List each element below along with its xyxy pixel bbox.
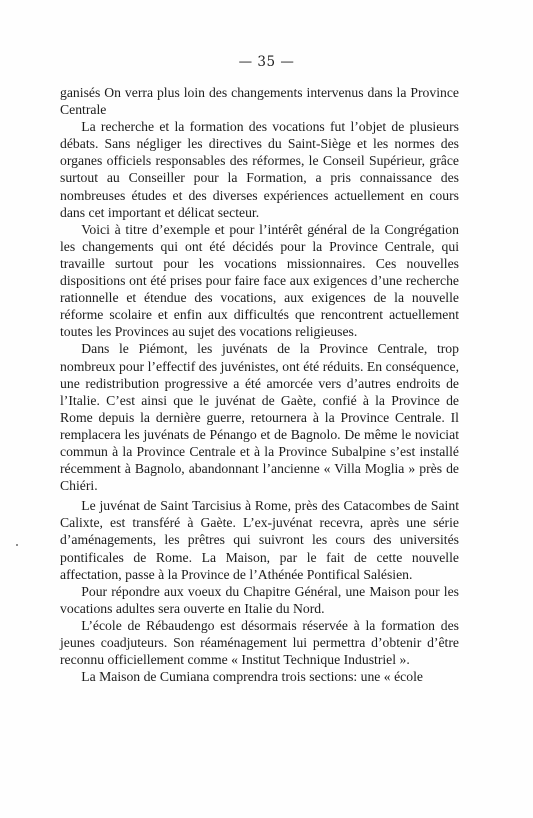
margin-dot-mark	[16, 544, 18, 546]
paragraph-cumiana-house: La Maison de Cumiana comprendra trois sections: une « école	[81, 669, 423, 685]
body-text	[60, 84, 459, 685]
paragraph-rebaudengo-school: L’école de Rébaudengo est désormais réservée à la formation des jeunes coadjuteurs. Son réaménagement lui permettra d’obtenir d’être reconnu officiellement comme « Institut Technique Industriel ».	[60, 617, 459, 668]
paragraph-adult-vocations: Pour répondre aux voeux du Chapitre Général, une Maison pour les vocations adultes sera ouverte en Italie du Nord.	[60, 583, 459, 616]
paragraph-piemont-juvenats: Dans le Piémont, les juvénats de la Province Centrale, trop nombreux pour l’effectif des juvénistes, ont été réduits. En conséquence, une redistribution progressive a été amorcée vers d’autres endroits de l’Italie. C’est ainsi que le juvénat de Gaète, confié à la Province de Rome depuis la dernière guerre, retournera à la Province Centrale. Il remplacera les juvénats de Pénango et de Bagnolo. De même le noviciat commun à la Province Centrale et à la Province Subalpine s’est installé récemment à Bagnolo, abandonnant l’ancienne « Villa Moglia » près de Chiéri.	[60, 341, 459, 494]
paragraph-central-province-changes: Voici à titre d’exemple et pour l’intérêt général de la Congrégation les changements qui ont été décidés pour la Province Centrale, qui travaille surtout pour les vocations missionnaires. Ces nouvelles dispositions ont été prises pour faire face aux exigences d’une recherche rationnelle et étendue des vocations, aux exigences de la nouvelle réforme scolaire et enfin aux difficultés que rencontrent actuellement toutes les Provinces au sujet des vocations religieuses.	[60, 221, 459, 340]
page-number: — 35 —	[238, 54, 295, 70]
paragraph-continuation: ganisés On verra plus loin des changements intervenus dans la Province Centrale	[60, 85, 459, 118]
paragraph-saint-tarcisius: Le juvénat de Saint Tarcisius à Rome, près des Catacombes de Saint Calixte, est transféré à Gaète. L’ex-juvénat recevra, après une série d’aménagements, les prêtres qui suivront les cours des universités pontificales de Rome. La Maison, par le fait de cette nouvelle affectation, passe à la Province de l’Athénée Pontifical Salésien.	[60, 498, 459, 582]
paragraph-vocations-research: La recherche et la formation des vocations fut l’objet de plusieurs débats. Sans négliger les directives du Saint-Siège et les normes des organes officiels responsables des réformes, le Conseil Supérieur, grâce surtout au Conseiller pour la Formation, a pris connaissance des nombreuses études et des diverses expériences actuellement en cours dans cet important et délicat secteur.	[60, 119, 459, 220]
